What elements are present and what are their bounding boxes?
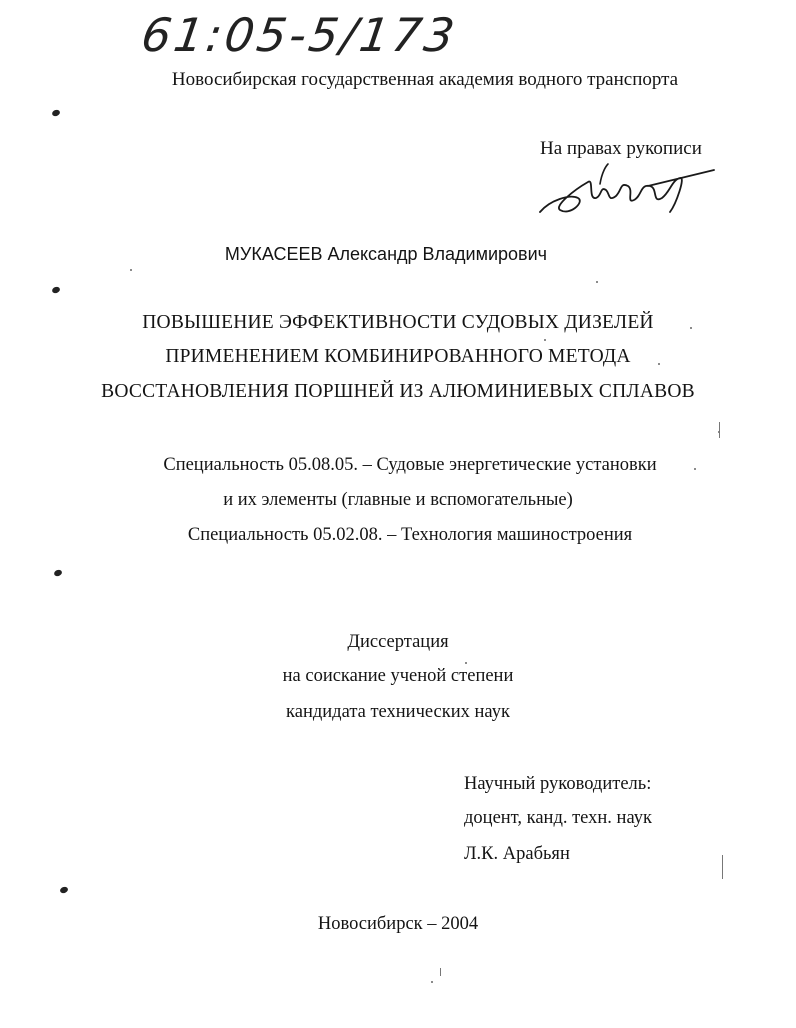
scan-hole-mark xyxy=(51,109,61,117)
scan-line xyxy=(440,968,441,976)
supervisor-label: Научный руководитель: xyxy=(464,774,652,794)
scan-hole-mark xyxy=(59,886,69,894)
degree-line: на соискание ученой степени xyxy=(282,666,514,686)
scan-hole-mark xyxy=(53,569,63,577)
scan-speck xyxy=(431,981,433,983)
scan-speck xyxy=(544,339,546,341)
institution-name: Новосибирская государственная академия водного транспорта xyxy=(171,69,679,90)
title-line: ПОВЫШЕНИЕ ЭФФЕКТИВНОСТИ СУДОВЫХ ДИЗЕЛЕЙ xyxy=(142,312,654,333)
specialty-line: Специальность 05.02.08. – Технология машиностроения xyxy=(187,525,633,545)
scan-speck xyxy=(690,327,692,329)
handwritten-archive-code: 61:05-5/173 xyxy=(138,8,461,62)
supervisor-degree: доцент, канд. техн. наук xyxy=(464,808,652,828)
degree-line: Диссертация xyxy=(347,632,449,652)
scan-speck xyxy=(465,662,467,664)
scan-speck xyxy=(694,468,696,470)
specialty-line: Специальность 05.08.05. – Судовые энергетические установки xyxy=(163,455,657,475)
scan-line xyxy=(722,855,723,879)
place-year: Новосибирск – 2004 xyxy=(317,914,479,934)
specialty-line: и их элементы (главные и вспомогательные) xyxy=(223,490,573,510)
scan-speck xyxy=(596,281,598,283)
scan-speck xyxy=(658,363,660,365)
supervisor-name: Л.К. Арабьян xyxy=(464,844,570,864)
degree-line: кандидата технических наук xyxy=(286,702,510,722)
author-name: МУКАСЕЕВ Александр Владимирович xyxy=(224,244,548,264)
scan-hole-mark xyxy=(51,286,61,294)
manuscript-rights-note: На правах рукописи xyxy=(540,138,702,159)
title-line: ПРИМЕНЕНИЕМ КОМБИНИРОВАННОГО МЕТОДА xyxy=(165,346,631,367)
title-line: ВОССТАНОВЛЕНИЯ ПОРШНЕЙ ИЗ АЛЮМИНИЕВЫХ СПЛАВОВ xyxy=(101,381,695,402)
author-signature xyxy=(530,160,720,220)
scan-speck xyxy=(130,269,132,271)
scan-line xyxy=(719,422,720,438)
